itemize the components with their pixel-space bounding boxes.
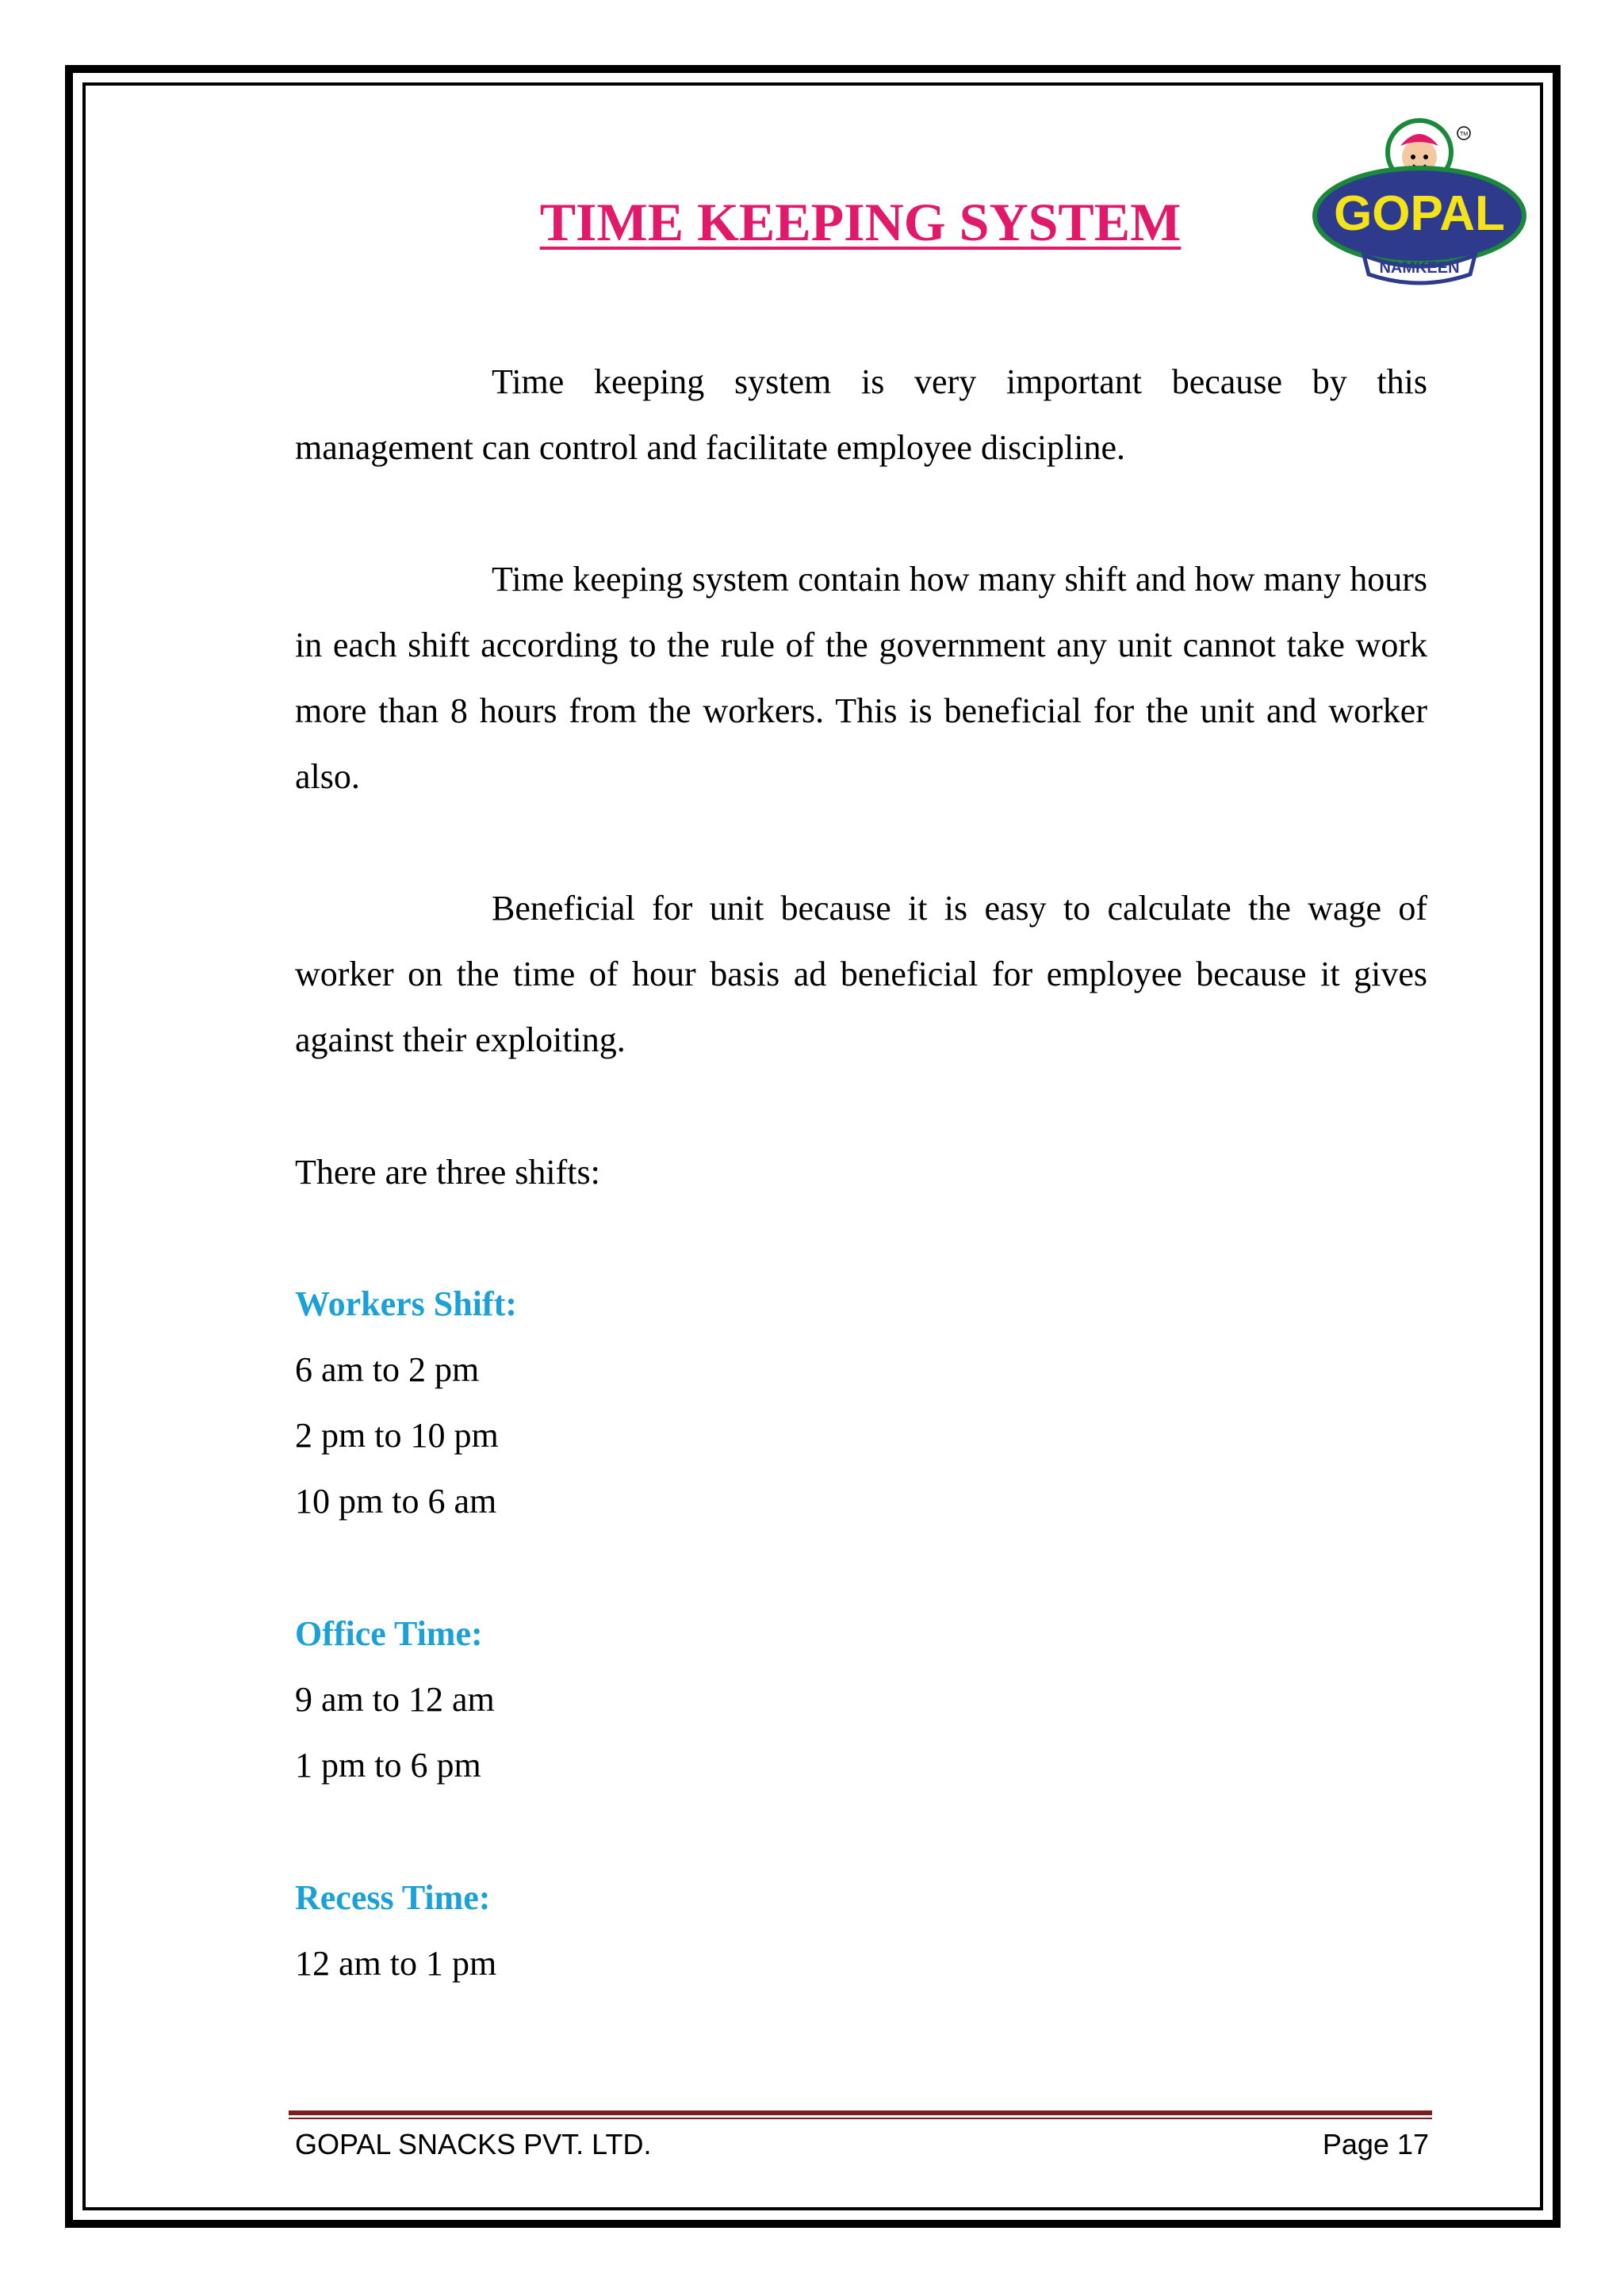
gopal-namkeen-logo <box>1308 111 1530 293</box>
logo-sub: NAMKEEN <box>1379 259 1460 277</box>
logo-brand: GOPAL <box>1334 186 1505 241</box>
footer-divider-thin <box>289 2118 1432 2119</box>
list-item: 12 am to 1 pm <box>295 1944 497 1983</box>
logo-tm: TM <box>1459 132 1469 137</box>
list-item: 2 pm to 10 pm <box>295 1416 499 1455</box>
section-heading: Recess Time: <box>295 1878 491 1917</box>
list-item: 9 am to 12 am <box>295 1680 495 1719</box>
footer-company: GOPAL SNACKS PVT. LTD. <box>295 2128 652 2160</box>
paragraph-3: Beneficial for unit because it is easy to calculate the wage of worker on the time of hour basis ad beneficial for employee because it gives against their exploiting. <box>295 889 1427 1059</box>
paragraph-1: Time keeping system is very important because by this management can control and facilitate employee discipline. <box>295 362 1427 467</box>
list-item: 10 pm to 6 am <box>295 1482 497 1521</box>
section-heading: Workers Shift: <box>295 1284 517 1323</box>
footer-divider <box>289 2110 1432 2115</box>
shifts-intro: There are three shifts: <box>295 1153 600 1192</box>
section-heading: Office Time: <box>295 1614 483 1653</box>
page-title: TIME KEEPING SYSTEM <box>539 192 1182 252</box>
page-number: Page 17 <box>1322 2128 1429 2160</box>
paragraph-2: Time keeping system contain how many shift and how many hours in each shift according to the rule of the government any unit cannot take work more than 8 hours from the workers. This is beneficial for the unit and worker also. <box>295 560 1427 796</box>
recess-time-section <box>295 1865 1427 1996</box>
workers-shift-section <box>295 1271 1427 1534</box>
list-item: 6 am to 2 pm <box>295 1350 480 1389</box>
list-item: 1 pm to 6 pm <box>295 1746 481 1785</box>
office-time-section <box>295 1601 1427 1798</box>
